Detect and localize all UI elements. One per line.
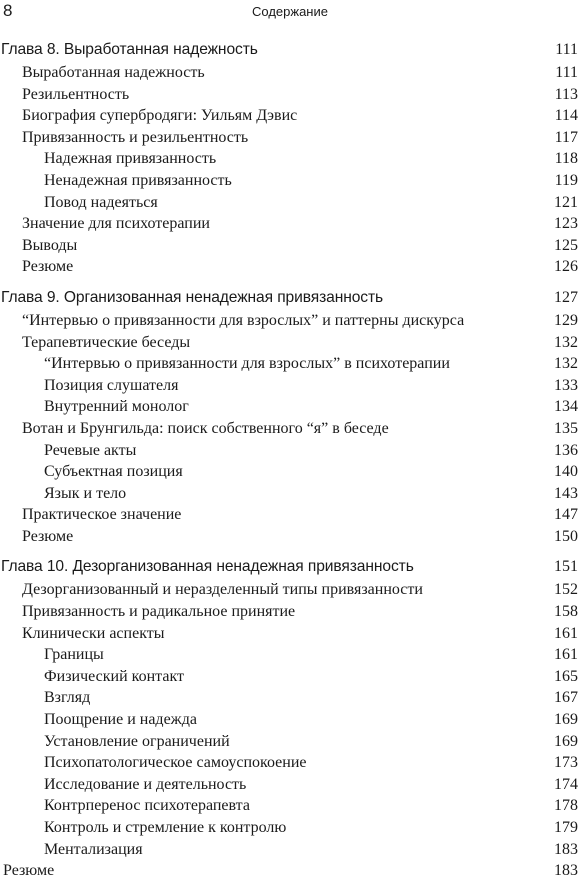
toc-chapter-page: 127 bbox=[554, 288, 578, 306]
toc-entry-page: 126 bbox=[554, 258, 578, 276]
toc-entry[interactable] bbox=[0, 148, 580, 170]
toc-entry-title: Терапевтические беседы bbox=[22, 333, 191, 351]
toc-entry-title: Внутренний монолог bbox=[44, 398, 189, 416]
toc-entry[interactable] bbox=[0, 332, 580, 354]
toc-entry-title: Исследование и деятельность bbox=[44, 775, 247, 793]
toc-entry[interactable] bbox=[0, 709, 580, 731]
toc-entry-page: 150 bbox=[554, 527, 578, 545]
toc-entry-page: 152 bbox=[554, 581, 578, 599]
toc-entry-title: Выработанная надежность bbox=[22, 64, 205, 81]
toc-entry-page: 134 bbox=[554, 398, 578, 416]
toc-chapter-title: Глава 8. Выработанная надежность bbox=[1, 41, 258, 58]
toc-entry-title: Практическое значение bbox=[22, 506, 182, 524]
toc-entry-page: 118 bbox=[554, 150, 578, 168]
toc-entry[interactable] bbox=[0, 752, 580, 774]
toc-entry[interactable] bbox=[0, 192, 580, 214]
toc-entry-page: 147 bbox=[554, 506, 578, 524]
toc-entry[interactable] bbox=[0, 483, 580, 505]
toc-entry-page: 161 bbox=[554, 624, 578, 642]
toc-entry[interactable] bbox=[0, 817, 580, 839]
toc-entry-title: Резильентность bbox=[22, 85, 130, 103]
toc-entry-title: Установление ограничений bbox=[44, 732, 230, 750]
page-header bbox=[0, 0, 580, 26]
toc-entry-title: Дезорганизованный и неразделенный типы привязанности bbox=[22, 581, 423, 599]
toc-entry-page: 119 bbox=[554, 171, 578, 189]
table-of-contents bbox=[0, 38, 580, 882]
toc-chapter-heading[interactable] bbox=[0, 286, 580, 310]
toc-entry-page: 183 bbox=[554, 840, 578, 858]
toc-chapter-title: Глава 10. Дезорганизованная ненадежная привязанность bbox=[1, 558, 414, 576]
toc-entry[interactable] bbox=[0, 170, 580, 192]
toc-entry[interactable] bbox=[0, 256, 580, 278]
toc-entry[interactable] bbox=[0, 461, 580, 483]
toc-entry[interactable] bbox=[0, 795, 580, 817]
toc-entry-title: Контрперенос психотерапевта bbox=[44, 797, 250, 815]
toc-entry[interactable] bbox=[0, 731, 580, 753]
toc-entry-title: Субъектная позиция bbox=[44, 463, 183, 481]
toc-entry[interactable] bbox=[0, 353, 580, 375]
toc-entry-page: 179 bbox=[554, 819, 578, 836]
toc-entry-page: 140 bbox=[554, 463, 578, 481]
toc-entry-page: 169 bbox=[554, 711, 578, 729]
toc-entry-page: 178 bbox=[554, 797, 578, 815]
toc-entry[interactable] bbox=[0, 375, 580, 397]
toc-entry-page: 125 bbox=[554, 236, 578, 254]
toc-entry[interactable] bbox=[0, 235, 580, 257]
toc-entry-page: 135 bbox=[554, 419, 578, 437]
running-head: Содержание bbox=[252, 4, 328, 19]
toc-chapter bbox=[0, 555, 580, 881]
toc-chapter bbox=[0, 286, 580, 548]
toc-entry[interactable] bbox=[0, 504, 580, 526]
toc-entry-title: Физический контакт bbox=[44, 667, 184, 685]
toc-entry-page: 158 bbox=[554, 603, 578, 621]
toc-chapter-title: Глава 9. Организованная ненадежная привязанность bbox=[1, 288, 384, 306]
toc-entry[interactable] bbox=[0, 860, 580, 882]
toc-entry-page: 174 bbox=[554, 775, 578, 793]
toc-entry[interactable] bbox=[0, 774, 580, 796]
toc-entry[interactable] bbox=[0, 310, 580, 332]
toc-entry-title: Ненадежная привязанность bbox=[44, 171, 232, 189]
toc-entry-page: 183 bbox=[554, 862, 578, 880]
toc-entry[interactable] bbox=[0, 839, 580, 861]
toc-entry-page: 132 bbox=[554, 333, 578, 351]
toc-entry-page: 117 bbox=[554, 128, 578, 146]
toc-entry-title: Повод надеяться bbox=[44, 193, 158, 211]
toc-entry-title: “Интервью о привязанности для взрослых” в психотерапии bbox=[44, 355, 450, 373]
toc-entry[interactable] bbox=[0, 84, 580, 106]
toc-entry-page: 173 bbox=[554, 754, 578, 772]
toc-entry-page: 143 bbox=[554, 484, 578, 502]
toc-entry[interactable] bbox=[0, 687, 580, 709]
toc-entry-title: Надежная привязанность bbox=[44, 150, 217, 168]
toc-entry-title: Психопатологическое самоуспокоение bbox=[44, 754, 307, 772]
toc-entry-title: Значение для психотерапии bbox=[22, 215, 210, 233]
toc-entry-title: Привязанность и резильентность bbox=[22, 128, 249, 146]
toc-entry-title: Язык и тело bbox=[44, 484, 127, 502]
toc-entry[interactable] bbox=[0, 440, 580, 462]
toc-entry-title: “Интервью о привязанности для взрослых” и паттерны дискурса bbox=[22, 311, 465, 329]
toc-entry-page: 111 bbox=[555, 64, 578, 81]
toc-chapter-page: 151 bbox=[554, 558, 578, 576]
toc-entry[interactable] bbox=[0, 396, 580, 418]
toc-entry-title: Вотан и Брунгильда: поиск собственного “я” в беседе bbox=[22, 419, 389, 437]
toc-entry-title: Биография супербродяги: Уильям Дэвис bbox=[22, 107, 298, 125]
toc-entry-title: Речевые акты bbox=[44, 441, 137, 459]
toc-entry-page: 165 bbox=[554, 667, 578, 685]
toc-entry-title: Привязанность и радикальное принятие bbox=[22, 603, 296, 621]
toc-entry-title: Резюме bbox=[22, 258, 74, 276]
toc-entry[interactable] bbox=[0, 666, 580, 688]
page-number: 8 bbox=[3, 1, 13, 20]
toc-entry-page: 129 bbox=[554, 311, 578, 329]
toc-entry[interactable] bbox=[0, 418, 580, 440]
toc-entry-page: 123 bbox=[554, 215, 578, 233]
toc-entry[interactable] bbox=[0, 644, 580, 666]
toc-entry-page: 132 bbox=[554, 355, 578, 373]
toc-entry[interactable] bbox=[0, 526, 580, 548]
toc-entry-page: 114 bbox=[554, 107, 578, 125]
toc-entry-title: Взгляд bbox=[44, 689, 91, 707]
toc-chapter-heading[interactable] bbox=[0, 38, 580, 62]
toc-entry[interactable] bbox=[0, 105, 580, 127]
toc-entry[interactable] bbox=[0, 601, 580, 623]
toc-entry-title: Резюме bbox=[22, 527, 74, 545]
toc-entry-page: 136 bbox=[554, 441, 578, 459]
toc-entry[interactable] bbox=[0, 62, 580, 84]
toc-entry[interactable] bbox=[0, 213, 580, 235]
toc-entry-page: 169 bbox=[554, 732, 578, 750]
toc-entry-title: Позиция слушателя bbox=[44, 376, 179, 394]
toc-entry-title: Клинически аспекты bbox=[22, 624, 165, 642]
toc-entry-page: 121 bbox=[554, 193, 578, 211]
toc-entry[interactable] bbox=[0, 579, 580, 601]
toc-entry[interactable] bbox=[0, 623, 580, 645]
toc-entry-title: Границы bbox=[44, 646, 104, 664]
toc-chapter-page: 111 bbox=[555, 41, 578, 58]
toc-chapter bbox=[0, 38, 580, 278]
toc-entry-page: 113 bbox=[554, 85, 578, 103]
toc-entry-page: 167 bbox=[554, 689, 578, 707]
toc-entry-title: Поощрение и надежда bbox=[44, 711, 197, 729]
toc-entry-title: Резюме bbox=[3, 862, 55, 880]
toc-entry-title: Контроль и стремление к контролю bbox=[44, 819, 287, 836]
toc-entry-title: Ментализация bbox=[44, 840, 143, 858]
toc-entry[interactable] bbox=[0, 127, 580, 149]
toc-entry-title: Выводы bbox=[22, 236, 78, 254]
toc-entry-page: 161 bbox=[554, 646, 578, 664]
toc-entry-page: 133 bbox=[554, 376, 578, 394]
toc-chapter-heading[interactable] bbox=[0, 555, 580, 579]
